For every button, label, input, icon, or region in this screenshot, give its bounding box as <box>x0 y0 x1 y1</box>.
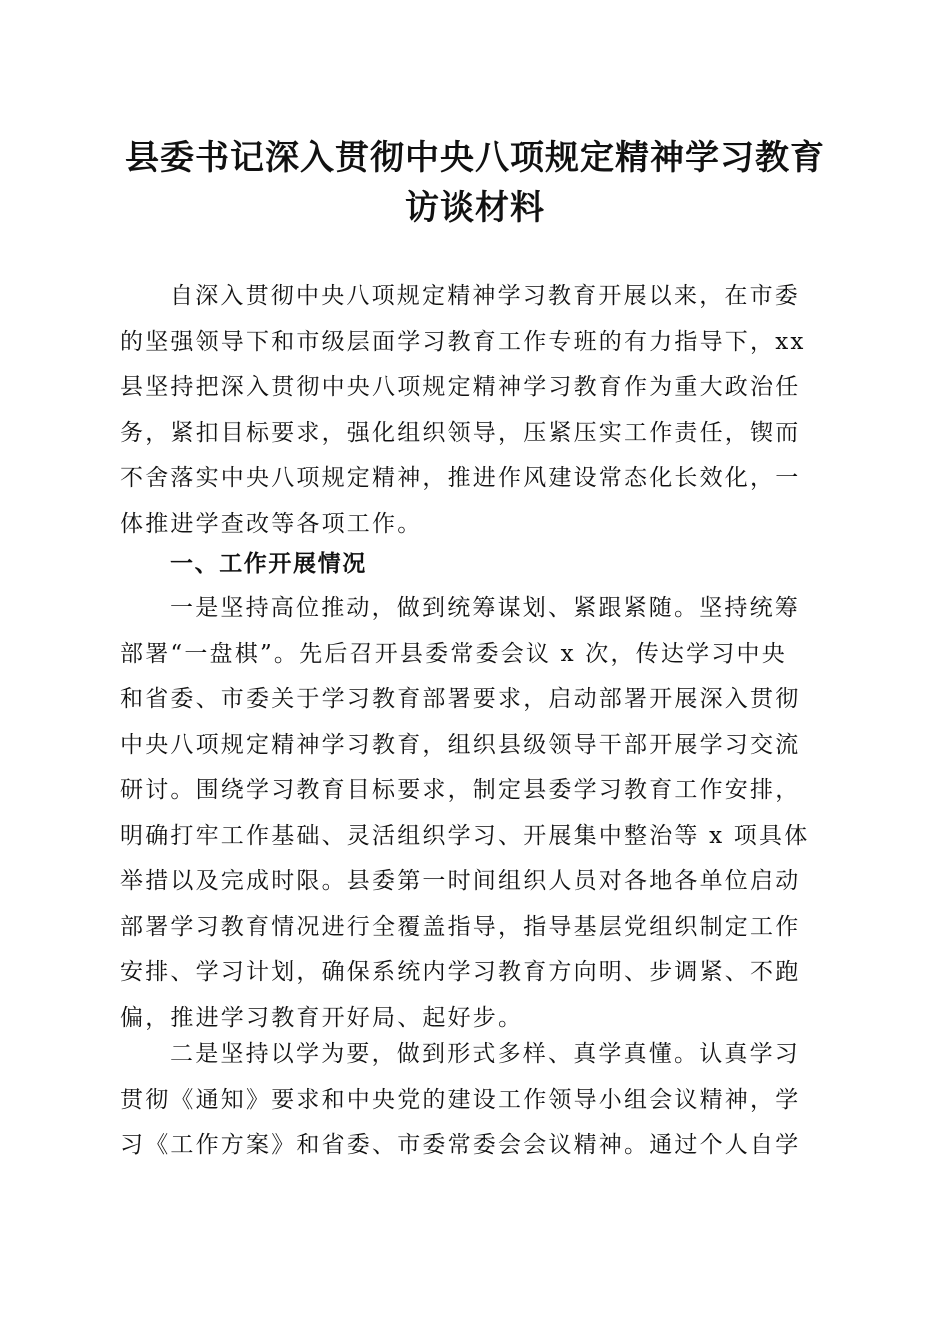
intro-paragraph <box>120 274 835 547</box>
paragraph-line: 不舍落实中央八项规定精神，推进作风建设常态化长效化，一 <box>120 465 801 491</box>
section-heading: 一、工作开展情况 <box>170 551 367 577</box>
document-title-line-1: 县委书记深入贯彻中央八项规定精神学习教育 <box>125 138 825 178</box>
paragraph-line: 体推进学查改等各项工作。 <box>120 510 423 537</box>
paragraph-line: 明确打牢工作基础、灵活组织学习、开展集中整治等 x 项具体 <box>120 822 810 849</box>
paragraph-line: 习《工作方案》和省委、市委常委会会议精神。通过个人自学 <box>120 1132 801 1158</box>
paragraph-line: 的坚强领导下和市级层面学习教育工作专班的有力指导下，xx <box>120 328 806 355</box>
paragraph-line: 部署“一盘棋”。先后召开县委常委会议 x 次，传达学习中央 <box>120 640 787 667</box>
paragraph-line: 贯彻《通知》要求和中央党的建设工作领导小组会议精神，学 <box>120 1086 801 1113</box>
paragraph-line: 务，紧扣目标要求，强化组织领导，压紧压实工作责任，锲而 <box>120 419 801 446</box>
paragraph-line: 举措以及完成时限。县委第一时间组织人员对各地各单位启动 <box>120 868 801 894</box>
document-title-line-2: 访谈材料 <box>405 188 545 228</box>
paragraph-line: 和省委、市委关于学习教育部署要求，启动部署开展深入贯彻 <box>120 686 801 712</box>
paragraph-line: 研讨。围绕学习教育目标要求，制定县委学习教育工作安排， <box>120 777 801 803</box>
paragraph-line: 中央八项规定精神学习教育，组织县级领导干部开展学习交流 <box>120 731 801 758</box>
paragraph-line: 安排、学习计划，确保系统内学习教育方向明、步调紧、不跑 <box>120 959 801 985</box>
paragraph-line: 部署学习教育情况进行全覆盖指导，指导基层党组织制定工作 <box>120 913 801 940</box>
paragraph-1 <box>120 586 835 1041</box>
paragraph-line: 偏，推进学习教育开好局、起好步。 <box>120 1004 524 1031</box>
paragraph-line: 一是坚持高位推动，做到统筹谋划、紧跟紧随。坚持统筹 <box>170 595 800 621</box>
paragraph-line: 二是坚持以学为要，做到形式多样、真学真懂。认真学习 <box>170 1041 800 1067</box>
paragraph-line: 自深入贯彻中央八项规定精神学习教育开展以来，在市委 <box>170 283 800 309</box>
paragraph-2 <box>120 1032 835 1169</box>
paragraph-line: 县坚持把深入贯彻中央八项规定精神学习教育作为重大政治任 <box>120 374 801 400</box>
